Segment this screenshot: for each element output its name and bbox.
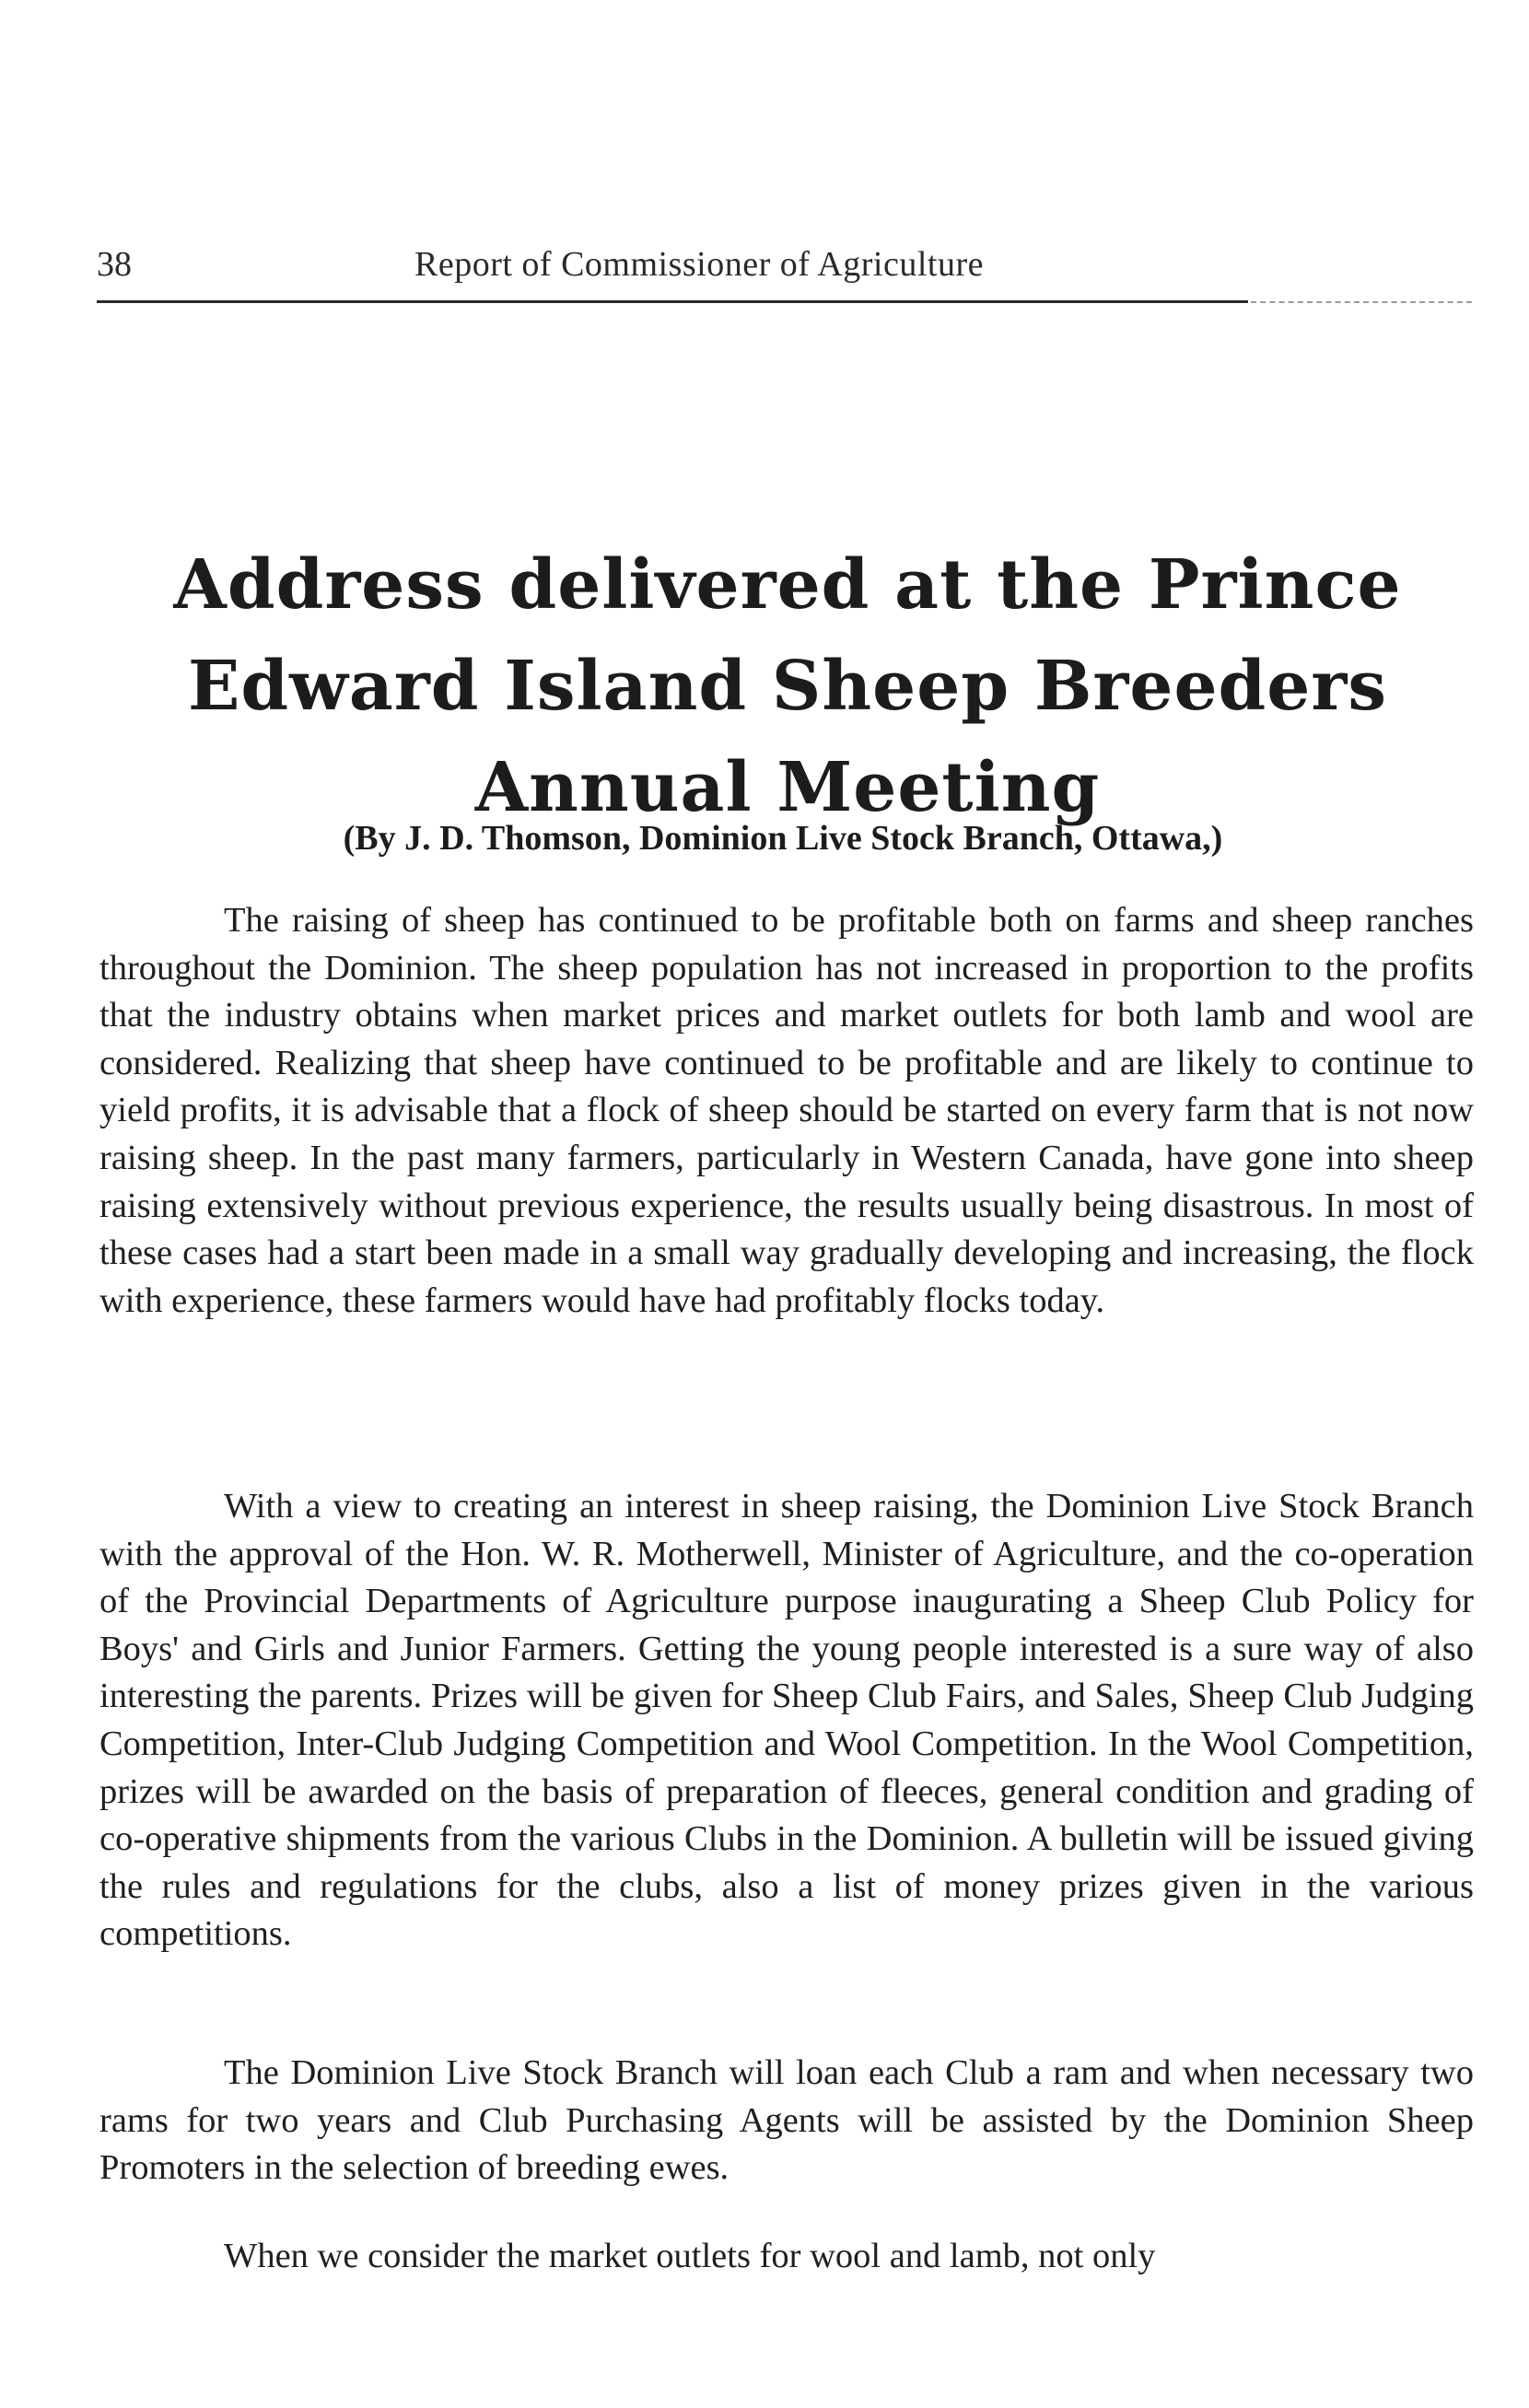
article-title: Address delivered at the Prince Edward Island Sheep Breeders Annual Meeting bbox=[173, 545, 1402, 827]
page-number: 38 bbox=[97, 245, 132, 284]
header-rule-tail bbox=[1251, 301, 1472, 303]
header-rule bbox=[97, 300, 1248, 303]
body-paragraph: The raising of sheep has continued to be profitable both on farms and sheep ranches throughout the Dominion. The sheep population has not increased in proportion to the profits that the industry obtains when market prices and market outlets for both lamb and wool are considered. Realizing that sheep have continued to be profitable and are likely to continue to yield profits, it is advisable that a flock of sheep should be started on every farm that is not now raising sheep. In the past many farmers, particularly in Western Canada, have gone into sheep raising extensively without previous experience, the results usually being disastrous. In most of these cases had a start been made in a small way gradually developing and increasing, the flock with experience, these farmers would have had profitably flocks today. bbox=[99, 901, 1474, 1320]
running-header bbox=[97, 241, 1469, 287]
running-title: Report of Commissioner of Agriculture bbox=[414, 245, 984, 284]
body-paragraph: The Dominion Live Stock Branch will loan each Club a ram and when necessary two rams for two years and Club Purchasing Agents will be assisted by the Dominion Sheep Promoters in the selection of breeding ewes. bbox=[99, 2053, 1474, 2188]
body-paragraph: With a view to creating an interest in sheep raising, the Dominion Live Stock Branch with the approval of the Hon. W. R. Motherwell, Minister of Agriculture, and the co-operation of the Provincial Departments of Agriculture purpose inaugurating a Sheep Club Policy for Boys' and Girls and Junior Farmers. Getting the young people interested is a sure way of also interesting the parents. Prizes will be given for Sheep Club Fairs, and Sales, Sheep Club Judging Competition, Inter-Club Judging Competition and Wool Competition. In the Wool Competition, prizes will be awarded on the basis of preparation of fleeces, general condition and grading of co-operative shipments from the various Clubs in the Dominion. A bulletin will be issued giving the rules and regulations for the clubs, also a list of money prizes given in the various competitions. bbox=[99, 1487, 1474, 1954]
article-byline: (By J. D. Thomson, Dominion Live Stock Branch, Ottawa,) bbox=[343, 819, 1223, 858]
body-paragraph: When we consider the market outlets for wool and lamb, not only bbox=[224, 2237, 1156, 2275]
